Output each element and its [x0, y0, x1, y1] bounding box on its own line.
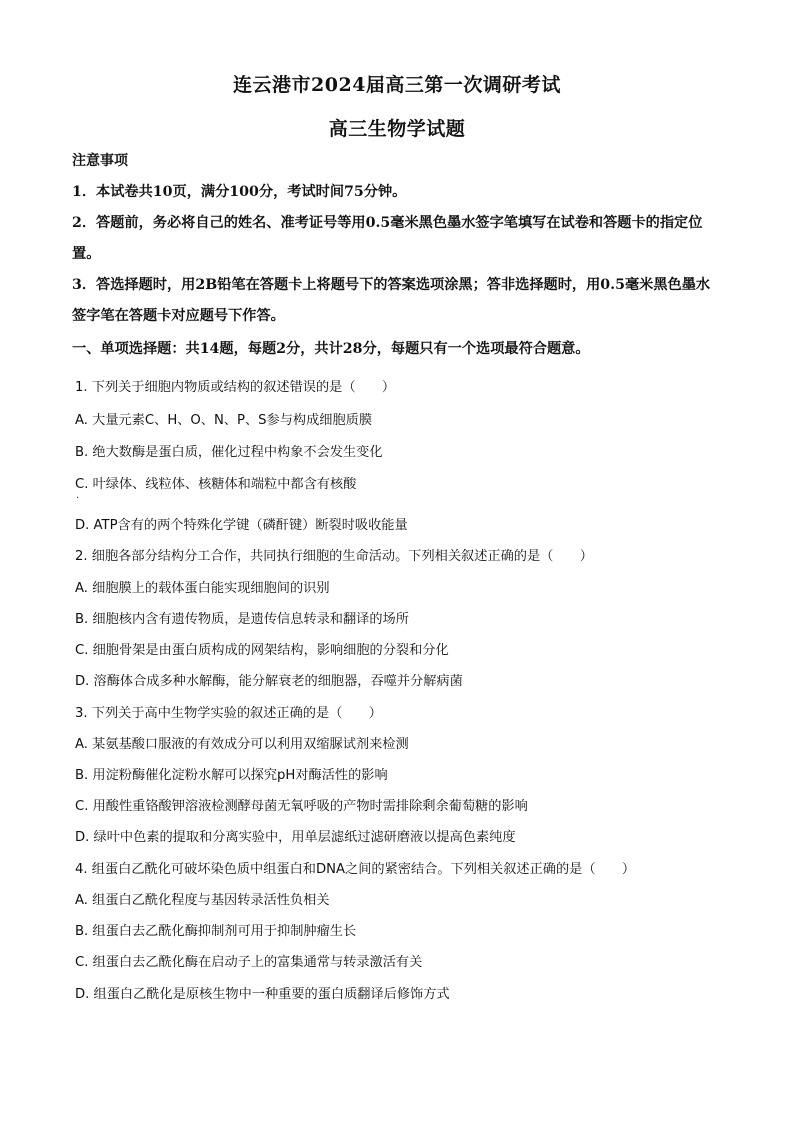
answer-option: D. 组蛋白乙酰化是原核生物中一种重要的蛋白质翻译后修饰方式 — [75, 987, 450, 1002]
answer-option: B. 用淀粉酶催化淀粉水解可以探究pH对酶活性的影响 — [75, 768, 388, 783]
answer-option: C. 用酸性重铬酸钾溶液检测酵母菌无氧呼吸的产物时需排除剩余葡萄糖的影响 — [75, 799, 528, 814]
answer-option: D. ATP含有的两个特殊化学键（磷酐键）断裂时吸收能量 — [75, 518, 408, 533]
exam-subtitle: 高三生物学试题 — [328, 118, 466, 140]
section-heading: 一、单项选择题：共14题，每题2分，共计28分，每题只有一个选项最符合题意。 — [72, 341, 590, 357]
question-stem: 4. 组蛋白乙酰化可破坏染色质中组蛋白和DNA之间的紧密结合。下列相关叙述正确的是（ ） — [75, 862, 636, 877]
question-stem: 3. 下列关于高中生物学实验的叙述正确的是（ ） — [75, 706, 382, 721]
notes-heading: 注意事项 — [72, 153, 128, 169]
answer-option: D. 溶酶体合成多种水解酶，能分解衰老的细胞器，吞噬并分解病菌 — [75, 674, 463, 689]
answer-option: C. 组蛋白去乙酰化酶在启动子上的富集通常与转录激活有关 — [75, 955, 423, 970]
answer-option: B. 绝大数酶是蛋白质，催化过程中构象不会发生变化 — [75, 445, 383, 460]
answer-option: B. 组蛋白去乙酰化酶抑制剂可用于抑制肿瘤生长 — [75, 924, 357, 939]
answer-option: D. 绿叶中色素的提取和分离实验中，用单层滤纸过滤研磨液以提高色素纯度 — [75, 830, 516, 845]
note-item: 1．本试卷共10页，满分100分，考试时间75分钟。 — [72, 184, 407, 200]
answer-option: A. 组蛋白乙酰化程度与基因转录活性负相关 — [75, 893, 330, 908]
note-item: 2．答题前，务必将自己的姓名、准考证号等用0.5毫米黑色墨水签字笔填写在试卷和答题卡的指定位置。 — [72, 215, 703, 262]
note-item: 3．答选择题时，用2B铅笔在答题卡上将题号下的答案选项涂黑；答非选择题时，用0.5毫米黑色墨水签字笔在答题卡对应题号下作答。 — [72, 277, 711, 324]
answer-option: C. 细胞骨架是由蛋白质构成的网架结构，影响细胞的分裂和分化 — [75, 643, 449, 658]
question-stem: 1. 下列关于细胞内物质或结构的叙述错误的是（ ） — [75, 380, 396, 395]
answer-option: B. 细胞核内含有遗传物质，是遗传信息转录和翻译的场所 — [75, 612, 409, 627]
answer-option: A. 某氨基酸口服液的有效成分可以利用双缩脲试剂来检测 — [75, 737, 409, 752]
exam-title: 连云港市2024届高三第一次调研考试 — [233, 74, 561, 96]
answer-option: A. 大量元素C、H、O、N、P、S参与构成细胞质膜 — [75, 413, 373, 428]
question-stem: 2. 细胞各部分结构分工合作，共同执行细胞的生命活动。下列相关叙述正确的是（ ） — [75, 549, 593, 564]
answer-option: C. 叶绿体、线粒体、核糖体和端粒中都含有核酸 — [75, 477, 357, 492]
stray-dot: . — [76, 490, 80, 501]
answer-option: A. 细胞膜上的载体蛋白能实现细胞间的识别 — [75, 581, 330, 596]
